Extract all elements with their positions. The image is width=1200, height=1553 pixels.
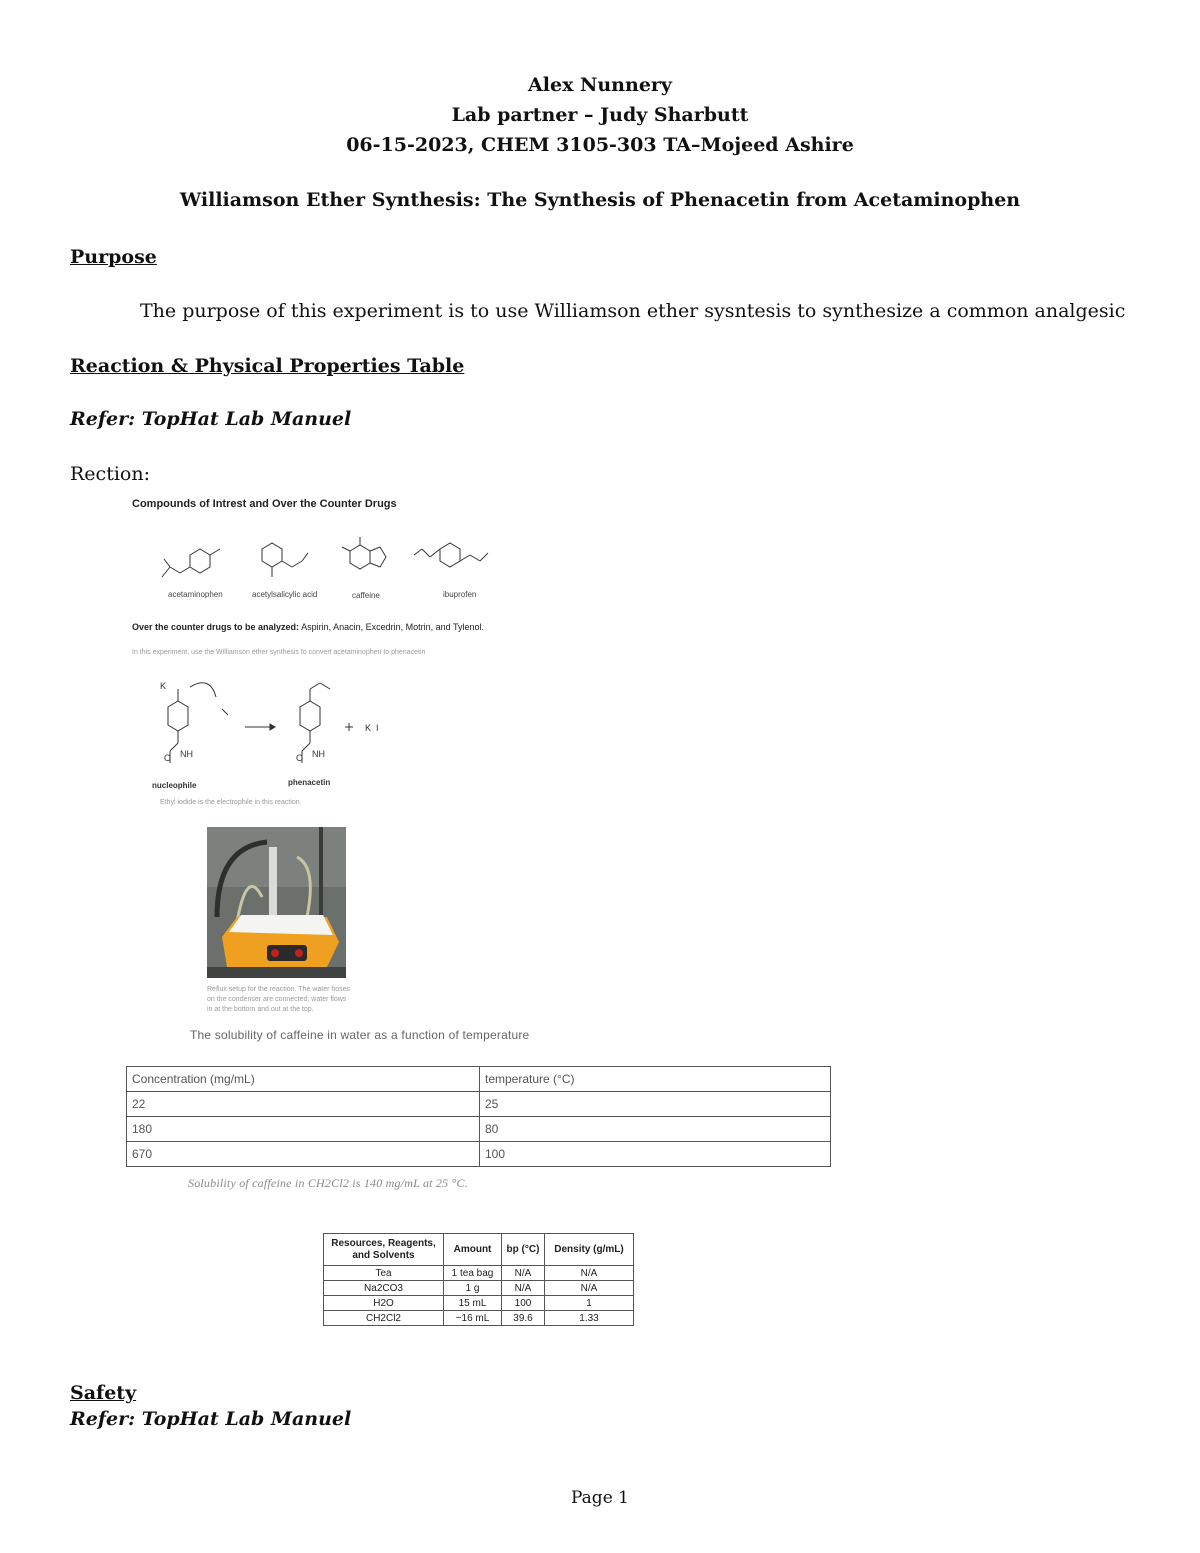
cell-bp: N/A bbox=[502, 1266, 545, 1281]
cell-reagent: CH2Cl2 bbox=[324, 1311, 444, 1326]
course-line: 06-15-2023, CHEM 3105-303 TA–Mojeed Ashire bbox=[346, 134, 854, 156]
cell-temperature: 100 bbox=[480, 1142, 831, 1167]
header-bp: bp (°C) bbox=[502, 1234, 545, 1266]
table-header-row bbox=[127, 1067, 831, 1092]
table-row bbox=[127, 1092, 831, 1117]
table-header-row bbox=[324, 1234, 634, 1266]
solubility-caption: The solubility of caffeine in water as a function of temperature bbox=[190, 1028, 530, 1042]
otc-list: Aspirin, Anacin, Excedrin, Motrin, and Tylenol. bbox=[301, 622, 484, 632]
cell-density: 1 bbox=[545, 1296, 634, 1311]
solubility-note: Solubility of caffeine in CH2Cl2 is 140 mg/mL at 25 °C. bbox=[188, 1176, 468, 1190]
cell-reagent: Na2CO3 bbox=[324, 1281, 444, 1296]
cell-density: 1.33 bbox=[545, 1311, 634, 1326]
lab-partner: Lab partner – Judy Sharbutt bbox=[451, 104, 749, 126]
solubility-table bbox=[126, 1066, 831, 1167]
header-resources: Resources, Reagents, and Solvents bbox=[324, 1234, 444, 1266]
cell-bp: 39.6 bbox=[502, 1311, 545, 1326]
compound-label-aspirin: acetylsalicylic acid bbox=[252, 590, 318, 599]
page-number: Page 1 bbox=[571, 1488, 629, 1508]
reflux-apparatus-photo bbox=[207, 827, 346, 978]
cell-temperature: 80 bbox=[480, 1117, 831, 1142]
table-row bbox=[324, 1311, 634, 1326]
cell-bp: 100 bbox=[502, 1296, 545, 1311]
author-name: Alex Nunnery bbox=[528, 74, 672, 96]
reagents-table bbox=[323, 1233, 634, 1326]
cell-temperature: 25 bbox=[480, 1092, 831, 1117]
table-row bbox=[324, 1296, 634, 1311]
reaction-scheme-image bbox=[150, 675, 420, 785]
purpose-heading: Purpose bbox=[70, 246, 157, 268]
cell-amount: 1 g bbox=[444, 1281, 502, 1296]
compounds-title: Compounds of Intrest and Over the Counter Drugs bbox=[132, 498, 397, 510]
header-concentration: Concentration (mg/mL) bbox=[127, 1067, 480, 1092]
cell-concentration: 670 bbox=[127, 1142, 480, 1167]
cell-amount: 1 tea bag bbox=[444, 1266, 502, 1281]
cell-amount: 15 mL bbox=[444, 1296, 502, 1311]
safety-refer: Refer: TopHat Lab Manuel bbox=[70, 1408, 352, 1430]
otc-label: Over the counter drugs to be analyzed: bbox=[132, 622, 300, 632]
table-row bbox=[324, 1281, 634, 1296]
safety-heading: Safety bbox=[70, 1382, 137, 1404]
table-row bbox=[324, 1266, 634, 1281]
photo-caption: Reflux setup for the reaction. The water hoses on the condenser are connected; water flows in at the bottom and out at the top. bbox=[207, 986, 351, 1013]
svg-text:O: O bbox=[164, 753, 172, 763]
table-row bbox=[127, 1142, 831, 1167]
figure-faint-note-2: Ethyl iodide is the electrophile in this reaction bbox=[160, 799, 300, 806]
cell-bp: N/A bbox=[502, 1281, 545, 1296]
header-density: Density (g/mL) bbox=[545, 1234, 634, 1266]
reaction-heading: Reaction & Physical Properties Table bbox=[70, 355, 465, 377]
cell-density: N/A bbox=[545, 1281, 634, 1296]
purpose-text: The purpose of this experiment is to use Williamson ether sysntesis to synthesize a common analgesic bbox=[140, 300, 1126, 322]
otc-line bbox=[132, 622, 484, 632]
cell-density: N/A bbox=[545, 1266, 634, 1281]
compound-label-ibuprofen: ibuprofen bbox=[443, 590, 477, 599]
phenacetin-label: phenacetin bbox=[288, 778, 331, 787]
svg-text:K: K bbox=[365, 723, 372, 733]
cell-concentration: 180 bbox=[127, 1117, 480, 1142]
nucleophile-label: nucleophile bbox=[152, 781, 197, 790]
figure-faint-note-1: In this experiment, use the Williamson ether synthesis to convert acetaminophen to phenacetin bbox=[132, 649, 426, 656]
cell-amount: ~16 mL bbox=[444, 1311, 502, 1326]
header-temperature: temperature (°C) bbox=[480, 1067, 831, 1092]
cell-concentration: 22 bbox=[127, 1092, 480, 1117]
svg-text:NH: NH bbox=[312, 749, 325, 759]
svg-text:NH: NH bbox=[180, 749, 193, 759]
svg-text:O: O bbox=[296, 753, 304, 763]
cell-reagent: H2O bbox=[324, 1296, 444, 1311]
compound-label-caffeine: caffeine bbox=[352, 591, 380, 600]
document-title: Williamson Ether Synthesis: The Synthesis of Phenacetin from Acetaminophen bbox=[179, 189, 1021, 211]
reaction-label: Rection: bbox=[70, 463, 150, 485]
svg-text:K: K bbox=[160, 681, 167, 691]
table-row bbox=[127, 1117, 831, 1142]
reaction-refer: Refer: TopHat Lab Manuel bbox=[70, 408, 352, 430]
compound-label-acetaminophen: acetaminophen bbox=[168, 590, 223, 599]
header-amount: Amount bbox=[444, 1234, 502, 1266]
cell-reagent: Tea bbox=[324, 1266, 444, 1281]
svg-text:I: I bbox=[376, 723, 379, 733]
